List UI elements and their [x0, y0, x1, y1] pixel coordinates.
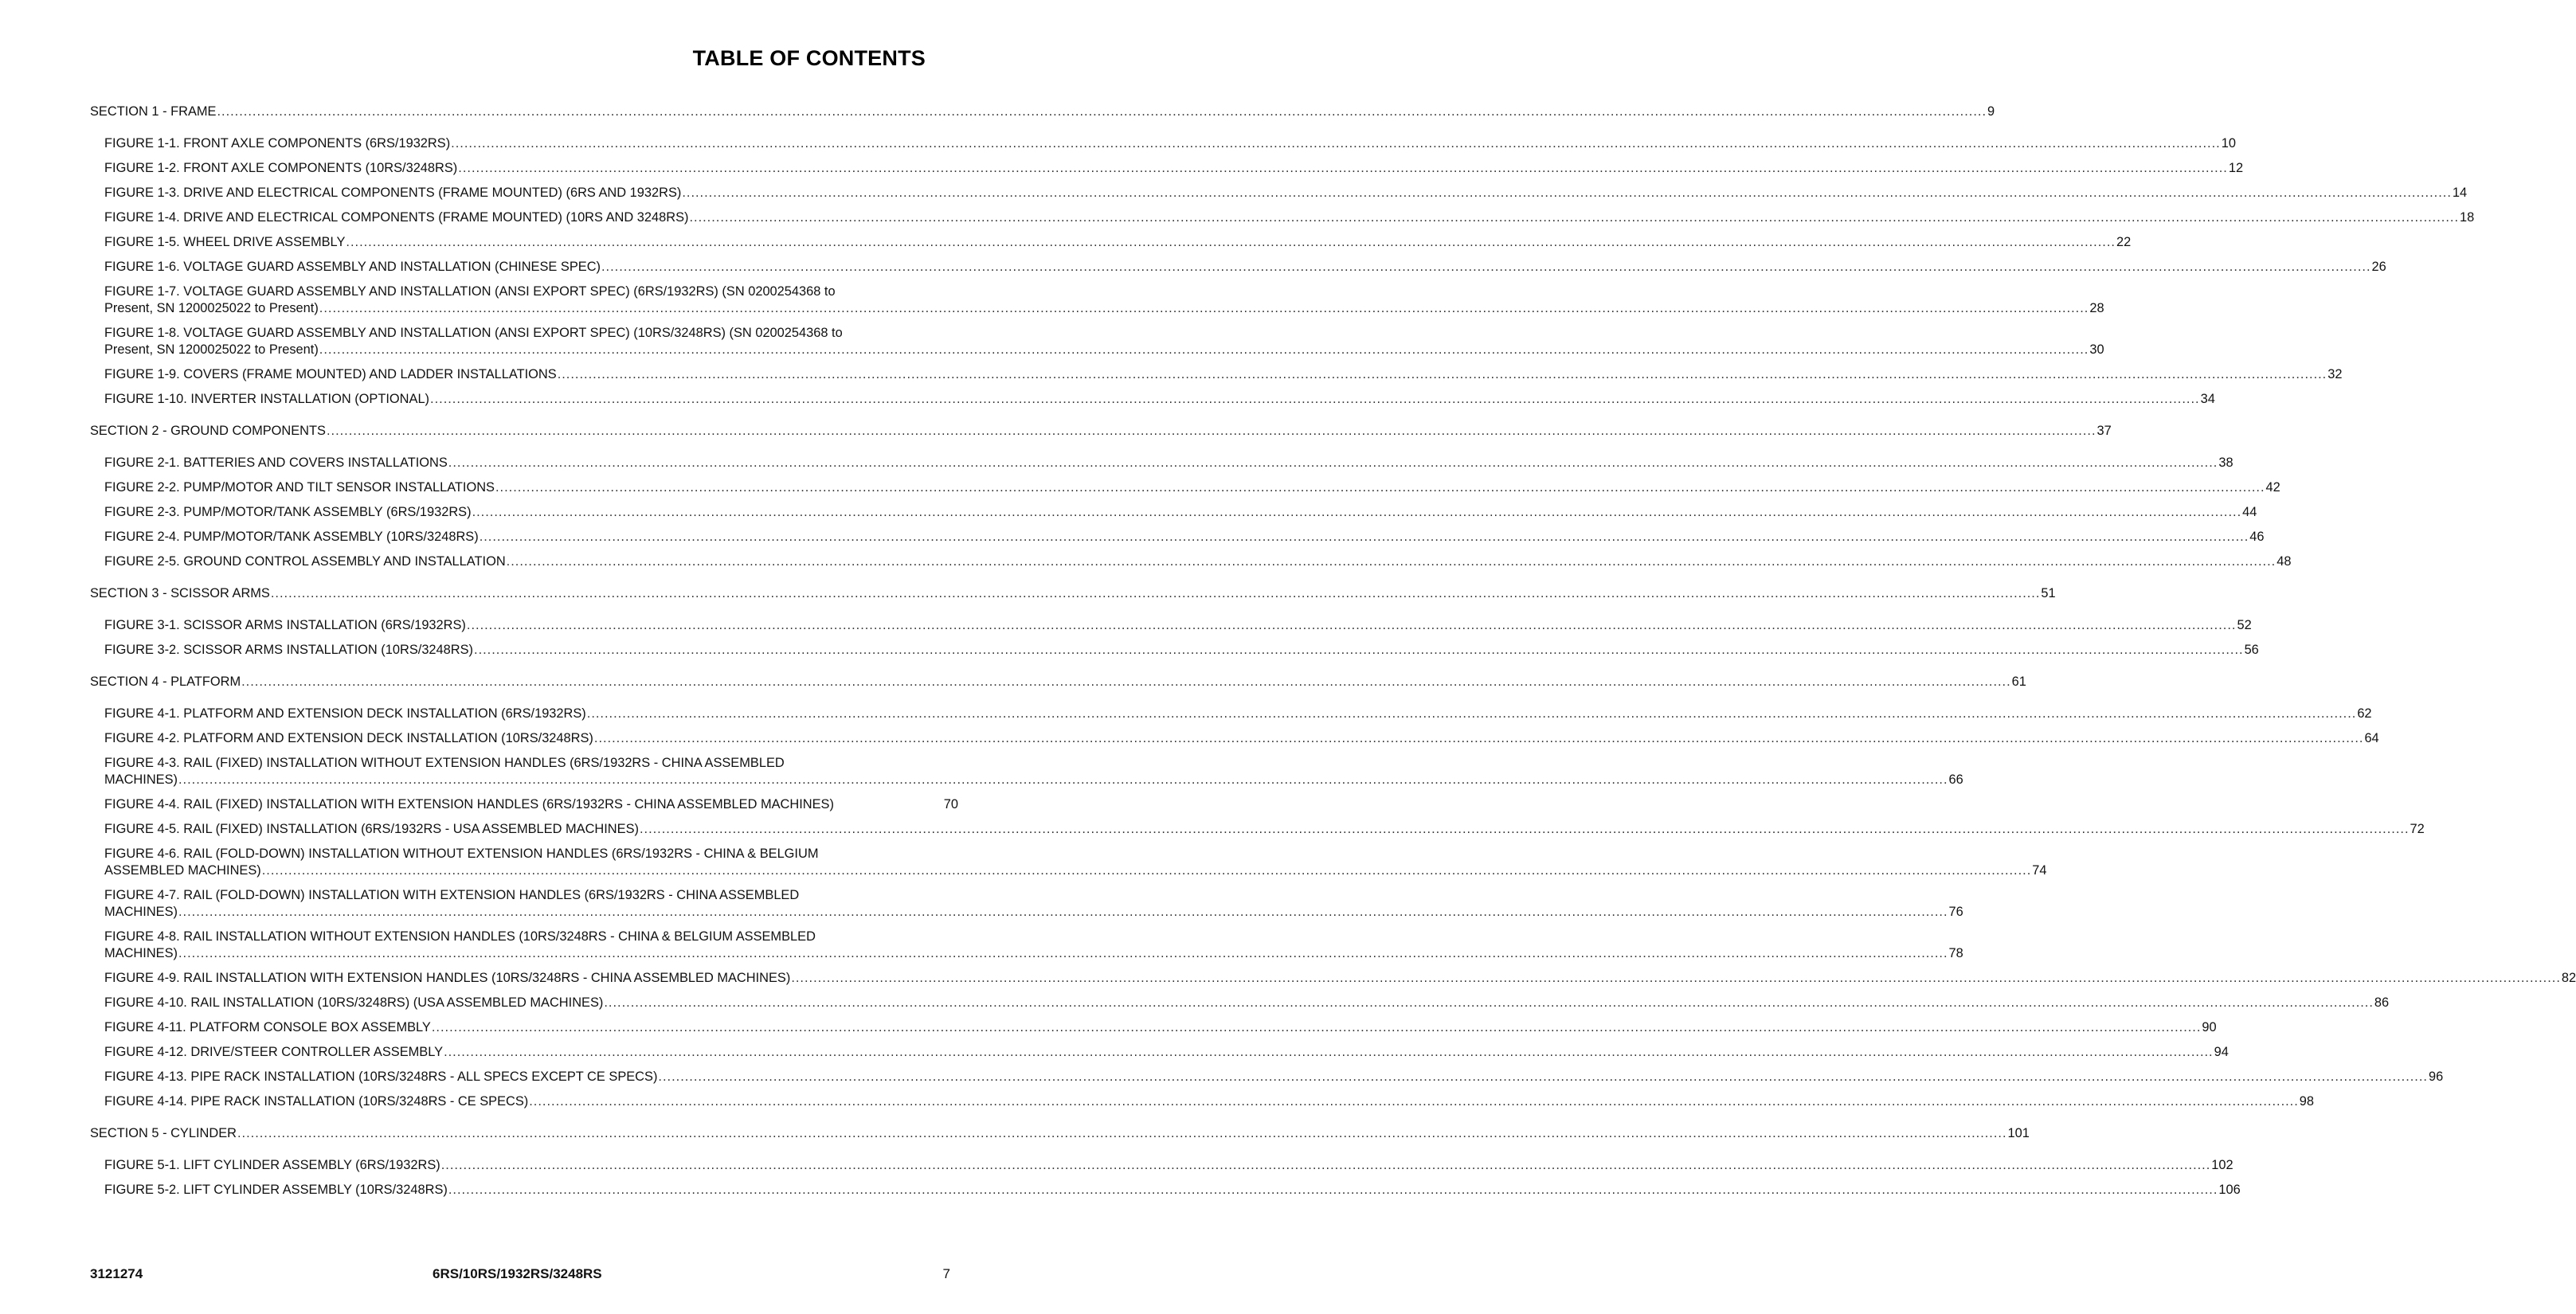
- toc-figure-entry[interactable]: [90, 730, 2379, 747]
- page-number: 7: [942, 1266, 950, 1281]
- dot-leader: ................................................................................................................................................................................................................................................................................................................................................................................................................: [319, 342, 2089, 357]
- dot-leader: ................................................................................................................................................................................................................................................................................................................................................................................................................: [448, 1183, 2218, 1197]
- toc-entry-page: 9: [1987, 104, 1995, 119]
- model-list: 6RS/10RS/1932RS/3248RS: [433, 1266, 602, 1281]
- toc-entry-page: 44: [2242, 505, 2257, 519]
- dot-leader: ................................................................................................................................................................................................................................................................................................................................................................................................................: [791, 971, 2561, 985]
- toc-figure-entry[interactable]: [90, 185, 2468, 201]
- dot-leader: ................................................................................................................................................................................................................................................................................................................................................................................................................: [458, 161, 2228, 175]
- toc-figure-entry[interactable]: [90, 796, 958, 813]
- dot-leader: ................................................................................................................................................................................................................................................................................................................................................................................................................: [217, 104, 1987, 119]
- toc-entry-title-line1: FIGURE 4-7. RAIL (FOLD-DOWN) INSTALLATION WITH EXTENSION HANDLES (6RS/1932RS - CHINA ASSEMBLED: [104, 888, 800, 902]
- toc-entry-title: FIGURE 4-13. PIPE RACK INSTALLATION (10RS/3248RS - ALL SPECS EXCEPT CE SPECS): [104, 1070, 658, 1084]
- dot-leader: ................................................................................................................................................................................................................................................................................................................................................................................................................: [474, 643, 2244, 657]
- dot-leader: ................................................................................................................................................................................................................................................................................................................................................................................................................: [593, 731, 2364, 745]
- toc-entry-title: FIGURE 2-4. PUMP/MOTOR/TANK ASSEMBLY (10RS/3248RS): [104, 530, 479, 544]
- toc-figure-entry[interactable]: [90, 284, 2104, 317]
- toc-entry-title-line1: FIGURE 1-7. VOLTAGE GUARD ASSEMBLY AND INSTALLATION (ANSI EXPORT SPEC) (6RS/1932RS) (SN 0200254368 to: [104, 284, 836, 299]
- toc-figure-entry[interactable]: [90, 642, 2259, 659]
- dot-leader: ................................................................................................................................................................................................................................................................................................................................................................................................................: [682, 186, 2452, 200]
- toc-figure-entry[interactable]: [90, 504, 2257, 521]
- toc-section-entry[interactable]: [90, 423, 2112, 440]
- dot-leader: ................................................................................................................................................................................................................................................................................................................................................................................................................: [601, 260, 2371, 274]
- dot-leader: ................................................................................................................................................................................................................................................................................................................................................................................................................: [178, 905, 1948, 919]
- doc-number: 3121274: [90, 1266, 143, 1281]
- toc-entry-title: FIGURE 1-10. INVERTER INSTALLATION (OPTIONAL): [104, 392, 430, 406]
- toc-entry-title: FIGURE 2-5. GROUND CONTROL ASSEMBLY AND INSTALLATION: [104, 554, 506, 569]
- toc-entry-page: 106: [2218, 1183, 2241, 1197]
- toc-entry-title: FIGURE 4-14. PIPE RACK INSTALLATION (10RS/3248RS - CE SPECS): [104, 1094, 529, 1109]
- toc-figure-entry[interactable]: [90, 325, 2104, 358]
- toc-entry-page: 37: [2096, 424, 2112, 438]
- toc-entry-title: SECTION 5 - CYLINDER: [90, 1126, 237, 1140]
- dot-leader: ................................................................................................................................................................................................................................................................................................................................................................................................................: [689, 210, 2460, 225]
- toc-entry-title: FIGURE 4-12. DRIVE/STEER CONTROLLER ASSEMBLY: [104, 1045, 444, 1059]
- toc-entry-title: FIGURE 1-4. DRIVE AND ELECTRICAL COMPONENTS (FRAME MOUNTED) (10RS AND 3248RS): [104, 210, 689, 225]
- toc-entry-title-line1: FIGURE 4-6. RAIL (FOLD-DOWN) INSTALLATION WITHOUT EXTENSION HANDLES (6RS/1932RS - CHINA & BELGIUM: [104, 847, 819, 861]
- dot-leader: ................................................................................................................................................................................................................................................................................................................................................................................................................: [270, 586, 2041, 600]
- toc-figure-entry[interactable]: [90, 234, 2132, 251]
- toc-entry-page: 22: [2116, 235, 2132, 249]
- toc-entry-page: 14: [2452, 186, 2468, 200]
- toc-entry-title: SECTION 3 - SCISSOR ARMS: [90, 586, 270, 600]
- toc-entry-page: 52: [2237, 618, 2252, 632]
- toc-entry-title: Present, SN 1200025022 to Present): [104, 301, 319, 315]
- dot-leader: ................................................................................................................................................................................................................................................................................................................................................................................................................: [451, 136, 2221, 151]
- toc-entry-title-line1: FIGURE 4-3. RAIL (FIXED) INSTALLATION WITHOUT EXTENSION HANDLES (6RS/1932RS - CHINA ASSEMBLED: [104, 756, 785, 770]
- toc-entry-page: 78: [1948, 946, 1963, 960]
- toc-figure-entry[interactable]: [90, 259, 2386, 276]
- toc-entry-title: SECTION 1 - FRAME: [90, 104, 217, 119]
- toc-figure-entry[interactable]: [90, 455, 2233, 471]
- toc-entry-page: 18: [2460, 210, 2475, 225]
- toc-entry-title: FIGURE 2-3. PUMP/MOTOR/TANK ASSEMBLY (6RS/1932RS): [104, 505, 472, 519]
- toc-entry-page: 56: [2244, 643, 2259, 657]
- toc-entry-page: 82: [2561, 971, 2576, 985]
- toc-entry-page: 42: [2265, 480, 2280, 495]
- dot-leader: ................................................................................................................................................................................................................................................................................................................................................................................................................: [448, 456, 2218, 470]
- dot-leader: ................................................................................................................................................................................................................................................................................................................................................................................................................: [506, 554, 2277, 569]
- toc-figure-entry[interactable]: [90, 821, 2425, 838]
- dot-leader: ................................................................................................................................................................................................................................................................................................................................................................................................................: [529, 1094, 2299, 1109]
- toc-entry-title: MACHINES): [104, 946, 178, 960]
- dot-leader: ................................................................................................................................................................................................................................................................................................................................................................................................................: [604, 995, 2374, 1010]
- dot-leader: ................................................................................................................................................................................................................................................................................................................................................................................................................: [431, 1020, 2202, 1034]
- dot-leader: ................................................................................................................................................................................................................................................................................................................................................................................................................: [178, 946, 1948, 960]
- toc-figure-entry[interactable]: [90, 553, 2292, 570]
- dot-leader: ................................................................................................................................................................................................................................................................................................................................................................................................................: [444, 1045, 2214, 1059]
- toc-entry-page: 90: [2202, 1020, 2217, 1034]
- dot-leader: ................................................................................................................................................................................................................................................................................................................................................................................................................: [639, 822, 2410, 836]
- toc-figure-entry[interactable]: [90, 970, 2576, 987]
- dot-leader: ................................................................................................................................................................................................................................................................................................................................................................................................................: [261, 863, 2032, 878]
- dot-leader: ................................................................................................................................................................................................................................................................................................................................................................................................................: [326, 424, 2096, 438]
- toc-entry-page: 30: [2089, 342, 2104, 357]
- dot-leader: ................................................................................................................................................................................................................................................................................................................................................................................................................: [178, 772, 1948, 787]
- toc-figure-entry[interactable]: [90, 846, 2047, 879]
- dot-leader: ................................................................................................................................................................................................................................................................................................................................................................................................................: [472, 505, 2242, 519]
- toc-entry-title: FIGURE 5-1. LIFT CYLINDER ASSEMBLY (6RS/1932RS): [104, 1158, 440, 1172]
- toc-entry-title: ASSEMBLED MACHINES): [104, 863, 261, 878]
- toc-entry-page: 76: [1948, 905, 1963, 919]
- toc-entry-title: FIGURE 1-6. VOLTAGE GUARD ASSEMBLY AND INSTALLATION (CHINESE SPEC): [104, 260, 601, 274]
- dot-leader: ................................................................................................................................................................................................................................................................................................................................................................................................................: [346, 235, 2116, 249]
- toc-entry-title: FIGURE 1-1. FRONT AXLE COMPONENTS (6RS/1932RS): [104, 136, 451, 151]
- toc-figure-entry[interactable]: [90, 1093, 2315, 1110]
- dot-leader: ................................................................................................................................................................................................................................................................................................................................................................................................................: [430, 392, 2200, 406]
- toc-list: [90, 104, 2576, 1199]
- toc-entry-title: FIGURE 3-2. SCISSOR ARMS INSTALLATION (10RS/3248RS): [104, 643, 474, 657]
- toc-entry-title: FIGURE 3-1. SCISSOR ARMS INSTALLATION (6RS/1932RS): [104, 618, 466, 632]
- toc-entry-page: 70: [943, 797, 958, 811]
- dot-leader: ................................................................................................................................................................................................................................................................................................................................................................................................................: [319, 301, 2089, 315]
- toc-entry-title: MACHINES): [104, 905, 178, 919]
- toc-entry-page: 98: [2299, 1094, 2315, 1109]
- toc-entry-page: 102: [2211, 1158, 2233, 1172]
- toc-entry-page: 62: [2357, 706, 2372, 721]
- toc-entry-page: 101: [2007, 1126, 2030, 1140]
- toc-entry-title: FIGURE 4-2. PLATFORM AND EXTENSION DECK INSTALLATION (10RS/3248RS): [104, 731, 593, 745]
- toc-section-entry[interactable]: [90, 585, 2056, 602]
- toc-entry-page: 64: [2364, 731, 2379, 745]
- toc-entry-title: FIGURE 4-1. PLATFORM AND EXTENSION DECK INSTALLATION (6RS/1932RS): [104, 706, 586, 721]
- toc-entry-page: 72: [2410, 822, 2425, 836]
- toc-entry-title: FIGURE 2-1. BATTERIES AND COVERS INSTALLATIONS: [104, 456, 448, 470]
- toc-figure-entry[interactable]: [90, 135, 2236, 152]
- dot-leader: ................................................................................................................................................................................................................................................................................................................................................................................................................: [557, 367, 2327, 381]
- toc-entry-page: 46: [2249, 530, 2265, 544]
- toc-entry-title: FIGURE 5-2. LIFT CYLINDER ASSEMBLY (10RS/3248RS): [104, 1183, 448, 1197]
- toc-entry-title: FIGURE 1-2. FRONT AXLE COMPONENTS (10RS/3248RS): [104, 161, 458, 175]
- toc-section-entry[interactable]: [90, 104, 1995, 120]
- toc-figure-entry[interactable]: [90, 1069, 2444, 1085]
- toc-entry-title: FIGURE 4-10. RAIL INSTALLATION (10RS/3248RS) (USA ASSEMBLED MACHINES): [104, 995, 604, 1010]
- toc-entry-title: FIGURE 4-5. RAIL (FIXED) INSTALLATION (6RS/1932RS - USA ASSEMBLED MACHINES): [104, 822, 639, 836]
- toc-entry-page: 61: [2011, 675, 2026, 689]
- toc-entry-page: 26: [2371, 260, 2386, 274]
- toc-figure-entry[interactable]: [90, 887, 1963, 921]
- toc-entry-title: FIGURE 1-9. COVERS (FRAME MOUNTED) AND LADDER INSTALLATIONS: [104, 367, 557, 381]
- toc-entry-page: 32: [2327, 367, 2343, 381]
- toc-figure-entry[interactable]: [90, 929, 1963, 962]
- toc-entry-title: FIGURE 4-4. RAIL (FIXED) INSTALLATION WITH EXTENSION HANDLES (6RS/1932RS - CHINA ASSEMBLED MACHINES): [104, 797, 834, 811]
- toc-entry-page: 38: [2218, 456, 2233, 470]
- toc-entry-title: FIGURE 4-11. PLATFORM CONSOLE BOX ASSEMBLY: [104, 1020, 431, 1034]
- dot-leader: ................................................................................................................................................................................................................................................................................................................................................................................................................: [586, 706, 2357, 721]
- toc-entry-title: FIGURE 2-2. PUMP/MOTOR AND TILT SENSOR INSTALLATIONS: [104, 480, 495, 495]
- toc-figure-entry[interactable]: [90, 209, 2475, 226]
- toc-entry-title: SECTION 4 - PLATFORM: [90, 675, 241, 689]
- toc-figure-entry[interactable]: [90, 706, 2372, 722]
- toc-entry-page: 12: [2228, 161, 2244, 175]
- toc-entry-title: FIGURE 1-5. WHEEL DRIVE ASSEMBLY: [104, 235, 346, 249]
- dot-leader: ................................................................................................................................................................................................................................................................................................................................................................................................................: [241, 675, 2011, 689]
- toc-figure-entry[interactable]: [90, 755, 1963, 788]
- toc-figure-entry[interactable]: [90, 1019, 2217, 1036]
- toc-figure-entry[interactable]: [90, 479, 2280, 496]
- dot-leader: ................................................................................................................................................................................................................................................................................................................................................................................................................: [495, 480, 2265, 495]
- toc-entry-page: 48: [2277, 554, 2292, 569]
- toc-entry-page: 66: [1948, 772, 1963, 787]
- toc-entry-page: 51: [2041, 586, 2056, 600]
- toc-entry-title: FIGURE 4-9. RAIL INSTALLATION WITH EXTENSION HANDLES (10RS/3248RS - CHINA ASSEMBLED MACHINES): [104, 971, 791, 985]
- toc-figure-entry[interactable]: [90, 1157, 2233, 1174]
- toc-entry-title: MACHINES): [104, 772, 178, 787]
- toc-entry-title-line1: FIGURE 1-8. VOLTAGE GUARD ASSEMBLY AND INSTALLATION (ANSI EXPORT SPEC) (10RS/3248RS) (SN 0200254368 to: [104, 326, 843, 340]
- toc-entry-title: SECTION 2 - GROUND COMPONENTS: [90, 424, 326, 438]
- toc-figure-entry[interactable]: [90, 1044, 2229, 1061]
- toc-entry-page: 28: [2089, 301, 2104, 315]
- toc-figure-entry[interactable]: [90, 391, 2215, 408]
- toc-figure-entry[interactable]: [90, 366, 2343, 383]
- toc-entry-page: 94: [2214, 1045, 2229, 1059]
- page-title: TABLE OF CONTENTS: [692, 46, 926, 70]
- toc-figure-entry[interactable]: [90, 1182, 2241, 1199]
- toc-entry-page: 10: [2221, 136, 2236, 151]
- toc-figure-entry[interactable]: [90, 160, 2244, 177]
- toc-figure-entry[interactable]: [90, 529, 2265, 546]
- toc-section-entry[interactable]: [90, 674, 2026, 690]
- toc-figure-entry[interactable]: [90, 995, 2390, 1011]
- dot-leader: ................................................................................................................................................................................................................................................................................................................................................................................................................: [440, 1158, 2211, 1172]
- toc-section-entry[interactable]: [90, 1125, 2030, 1142]
- toc-entry-title: FIGURE 1-3. DRIVE AND ELECTRICAL COMPONENTS (FRAME MOUNTED) (6RS AND 1932RS): [104, 186, 682, 200]
- toc-entry-title-line1: FIGURE 4-8. RAIL INSTALLATION WITHOUT EXTENSION HANDLES (10RS/3248RS - CHINA & BELGIUM ASSEMBLED: [104, 929, 816, 944]
- dot-leader: ................................................................................................................................................................................................................................................................................................................................................................................................................: [479, 530, 2249, 544]
- toc-entry-title: Present, SN 1200025022 to Present): [104, 342, 319, 357]
- dot-leader: ................................................................................................................................................................................................................................................................................................................................................................................................................: [237, 1126, 2007, 1140]
- dot-leader: ................................................................................................................................................................................................................................................................................................................................................................................................................: [466, 618, 2237, 632]
- toc-entry-page: 34: [2200, 392, 2215, 406]
- toc-figure-entry[interactable]: [90, 617, 2252, 634]
- toc-entry-page: 96: [2428, 1070, 2444, 1084]
- toc-entry-page: 86: [2374, 995, 2390, 1010]
- toc-entry-page: 74: [2032, 863, 2047, 878]
- dot-leader: ................................................................................................................................................................................................................................................................................................................................................................................................................: [658, 1070, 2428, 1084]
